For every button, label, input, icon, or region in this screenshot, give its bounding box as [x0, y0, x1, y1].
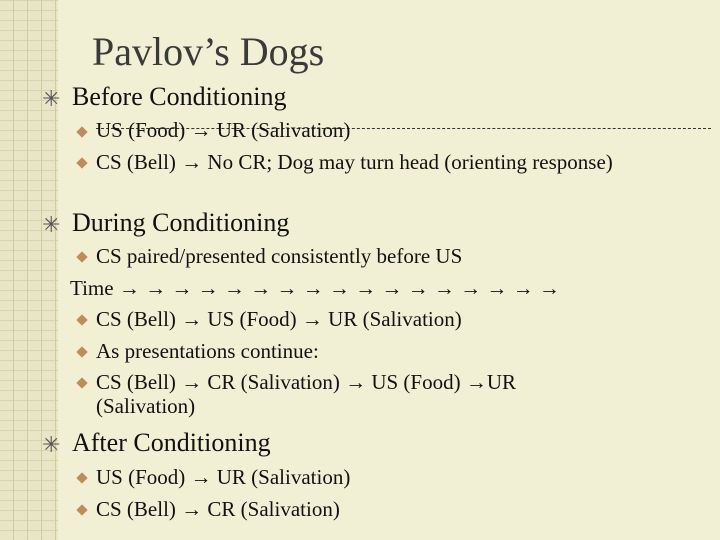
- section-heading-after: After Conditioning: [72, 428, 271, 457]
- diamond-bullet-icon: [76, 346, 87, 357]
- bullet-text: CS (Bell) → US (Food) → UR (Salivation): [96, 307, 462, 331]
- bullet-text: CS (Bell) → CR (Salivation) → US (Food) →UR (Salivation): [96, 370, 517, 418]
- timeline-text: Time → → → → → → → → → → → → → → → → →: [70, 276, 560, 300]
- section-heading-during: During Conditioning: [72, 208, 290, 237]
- diamond-bullet-icon: [76, 251, 87, 262]
- star-bullet-icon: ✳: [42, 212, 61, 237]
- bullet-text: US (Food) → UR (Salivation): [96, 118, 351, 142]
- star-bullet-icon: ✳: [42, 86, 61, 111]
- star-bullet-icon: ✳: [42, 432, 61, 457]
- diamond-bullet-icon: [76, 504, 87, 515]
- slide-title: Pavlov’s Dogs: [92, 29, 325, 74]
- diamond-bullet-icon: [76, 126, 87, 137]
- diamond-bullet-icon: [76, 377, 87, 388]
- decorative-side-strip: [0, 0, 61, 540]
- diamond-bullet-icon: [76, 157, 87, 168]
- bullet-text: CS paired/presented consistently before US: [96, 244, 463, 268]
- bullet-text: US (Food) → UR (Salivation): [96, 465, 351, 489]
- bullet-text: CS (Bell) → CR (Salivation): [96, 497, 340, 521]
- diamond-bullet-icon: [76, 314, 87, 325]
- diamond-bullet-icon: [76, 472, 87, 483]
- bullet-text: As presentations continue:: [96, 339, 319, 363]
- bullet-text: CS (Bell) → No CR; Dog may turn head (orienting response): [96, 150, 613, 174]
- section-heading-before: Before Conditioning: [72, 82, 287, 111]
